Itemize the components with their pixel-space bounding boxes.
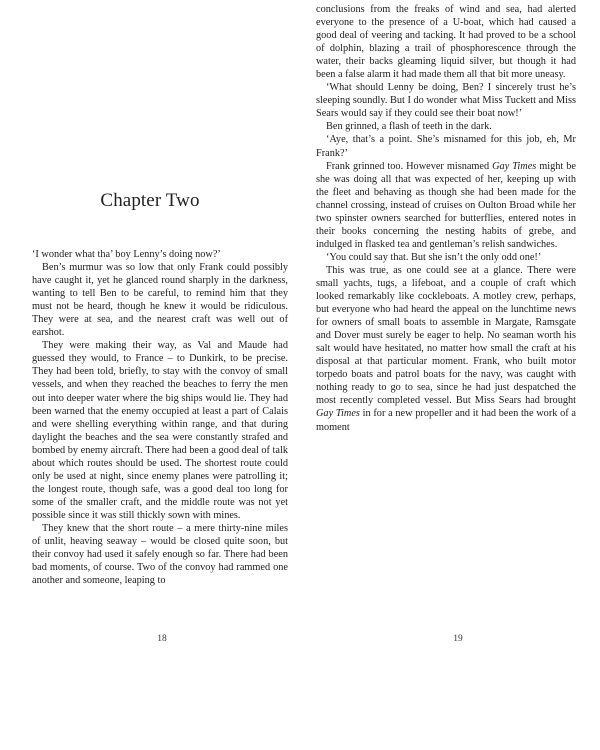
paragraph: They knew that the short route – a mere thirty-nine miles of unlit, heaving seaway – would be closed quite soon, but their convoy had used it safely enough so far. There had been bad moments, of course. Two of the convoy had rammed one another and someone, leaping to xyxy=(32,522,288,587)
paragraph: ‘I wonder what tha’ boy Lenny’s doing now?’ xyxy=(32,249,221,260)
right-page xyxy=(300,0,600,750)
paragraph-text: This was true, as one could see at a glance. There were small yachts, tugs, a lifeboat, and a couple of craft which looked remarkably like cockleboats. A motley crew, perhaps, but everyone who had heard the appeal on the lunchtime news for owners of small boats to assemble in Margate, Ramsgate and Dover must surely be eager to help. No seaman worth his salt would have hesitated, no matter how small the craft at his disposal at that particular moment. Frank, who built motor torpedo boats and patrol boats for the navy, was caught with nothing ready to go to sea, since he had just despatched the most recently completed vessel. But Miss Sears had brought xyxy=(316,264,576,407)
paragraph-text: might be she was doing all that was expected of her, keeping up with the fleet and behaving as though she had been made for the channel crossing, instead of cruises on Oulton Broad while her two spinster owners searched for butterflies, entered notes in their books concerning the nesting habits of grebe, and indulged in flasked tea and gentleman’s relish sandwiches. xyxy=(316,160,576,250)
left-page-body xyxy=(32,248,288,587)
paragraph-text: in for a new propeller and it had been the work of a moment xyxy=(316,408,577,433)
chapter-title: Chapter Two xyxy=(100,190,200,211)
paragraph xyxy=(316,264,576,434)
paragraph: conclusions from the freaks of wind and sea, had alerted everyone to the presence of a U-boat, which had caused a good deal of veering and tacking. It had proved to be a school of dolphin, blazing a trail of phosphorescence through the water, their backs gleaming liquid silver, but though it had been a false alarm it had made them all that bit more uneasy. xyxy=(316,4,576,81)
right-page-body xyxy=(316,3,576,434)
paragraph: Ben’s murmur was so low that only Frank could possibly have caught it, yet he glanced round sharply in the darkness, wanting to tell Ben to be careful, to remind him that they must not be heard, though he knew it would be ridiculous. They were at sea, and the nearest craft was well out of earshot. xyxy=(32,262,288,339)
paragraph-text: Frank grinned too. However misnamed xyxy=(326,160,493,172)
page-number-left: 18 xyxy=(157,634,167,644)
paragraph xyxy=(316,160,576,251)
paragraph: ‘What should Lenny be doing, Ben? I sincerely trust he’s sleeping soundly. But I do wonder what Miss Tuckett and Miss Sears would say if they could see their boat now!’ xyxy=(316,82,576,120)
boat-name: Gay Times xyxy=(492,160,537,172)
boat-name: Gay Times xyxy=(316,408,360,420)
paragraph: ‘Aye, that’s a point. She’s misnamed for this job, eh, Mr Frank?’ xyxy=(316,134,576,159)
page-number-right: 19 xyxy=(453,634,463,644)
paragraph: They were making their way, as Val and Maude had guessed they would, to France – to Dunkirk, to be precise. They had been told, briefly, to stay with the convoy of small vessels, and when they reached the beaches to ferry the men out into deeper water where the big ships would lie. They had been warned that the enemy occupied at least a part of Calais and were shelling everything within range, and that during daylight the beaches and the sea were constantly strafed and bombed by enemy aircraft. There had been a good deal of talk about which routes should be used. The shortest route could only be used at night, since enemy planes were patrolling it; the longest route, though safe, was a good deal too long for some of the smaller craft, and the middle route was not yet possible since it was still thickly sown with mines. xyxy=(32,340,288,521)
paragraph: ‘You could say that. But she isn’t the only odd one!’ xyxy=(326,251,542,263)
paragraph: Ben grinned, a flash of teeth in the dark. xyxy=(326,121,492,133)
